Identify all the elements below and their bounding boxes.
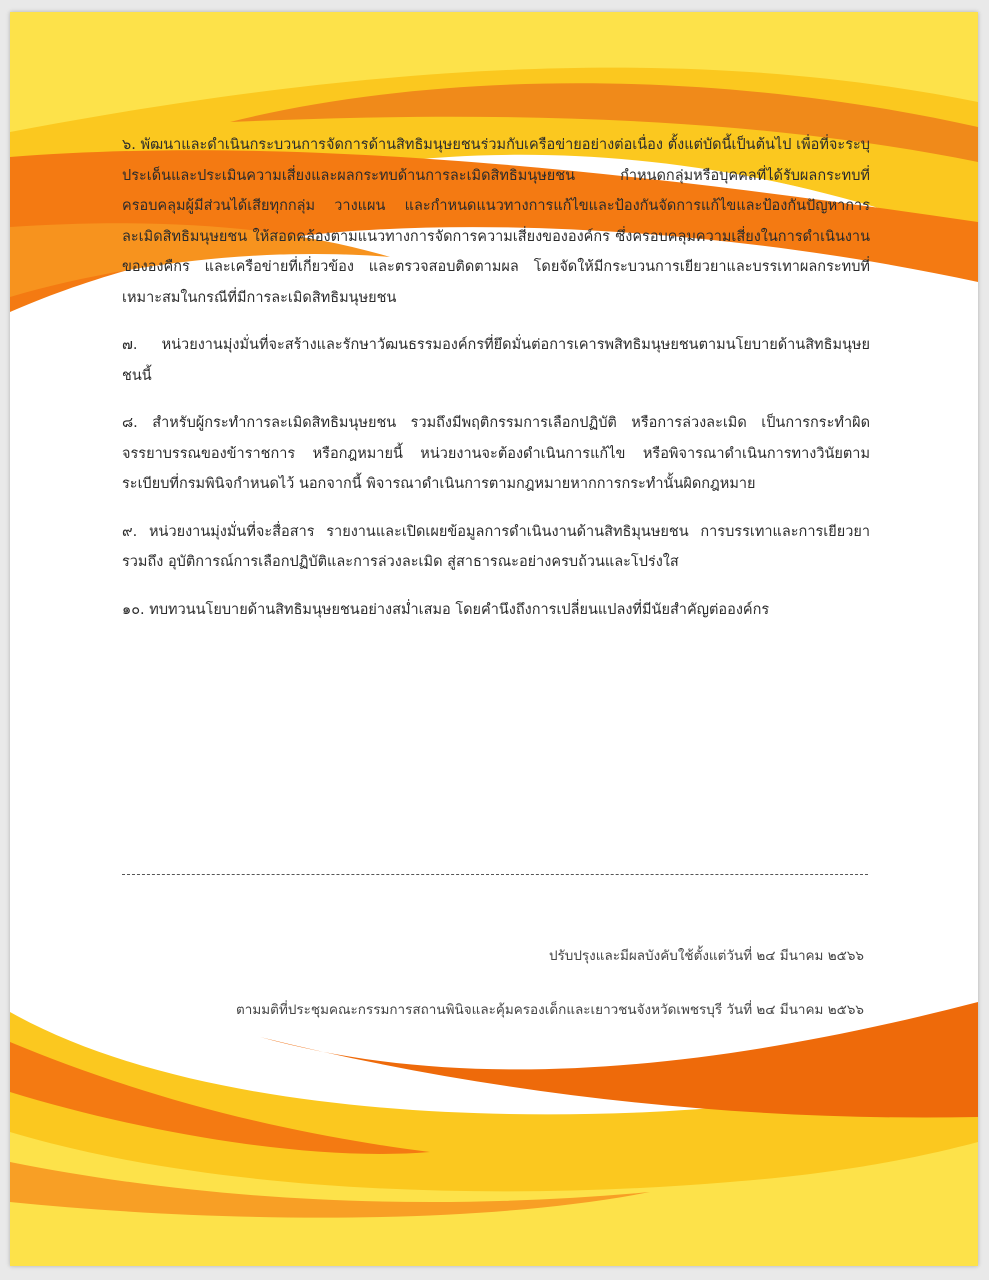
policy-item-10: ๑๐. ทบทวนนโยบายด้านสิทธิมนุษยชนอย่างสม่ำเสมอ โดยคำนึงถึงการเปลี่ยนแปลงที่มีนัยสำคัญต่อองค์กร	[122, 601, 770, 618]
policy-item-9: ๙. หน่วยงานมุ่งมั่นที่จะสื่อสาร รายงานและเปิดเผยข้อมูลการดำเนินงานด้านสิทธิมุนษยชน การบรรเทาและการเยียวยา รวมถึง อุบัติการณ์การเลือกปฏิบัติและการล่วงละเมิด สู่สาธารณะอย่างครบถ้วนและโปร่งใส	[122, 523, 870, 570]
effective-date-line: ปรับปรุงและมีผลบังคับใช้ตั้งแต่วันที่ ๒๔ มีนาคม ๒๕๖๖	[548, 948, 864, 964]
dashed-divider	[122, 874, 868, 875]
policy-item-7: ๗. หน่วยงานมุ่งมั่นที่จะสร้างและรักษาวัฒนธรรมองค์กรที่ยึดมั่นต่อการเคารพสิทธิมนุษยชนตามนโยบายด้านสิทธิมนุษยชนนี้	[122, 337, 870, 384]
policy-item-8: ๘. สำหรับผู้กระทำการละเมิดสิทธิมนุษยชน รวมถึงมีพฤติกรรมการเลือกปฏิบัติ หรือการล่วงละเมิด เป็นการกระทำผิดจรรยาบรรณของข้าราชการ หรือกฎหมายนี้ หน่วยงานจะต้องดำเนินการแก้ไข หรือพิจารณาดำเนินการทางวินัยตามระเบียบที่กรมพินิจกำหนดไว้ นอกจากนี้ พิจารณาดำเนินการตามกฎหมายหากการกระทำนั้นผิดกฎหมาย	[122, 415, 870, 492]
document-page	[10, 12, 978, 1266]
resolution-line: ตามมติที่ประชุมคณะกรรมการสถานพินิจและคุ้มครองเด็กและเยาวชนจังหวัดเพชรบุรี วันที่ ๒๔ มีนาคม ๒๕๖๖	[236, 1002, 864, 1018]
policy-item-6: ๖. พัฒนาและดำเนินกระบวนการจัดการด้านสิทธิมนุษยชนร่วมกับเครือข่ายอย่างต่อเนื่อง ตั้งแต่บัดนี้เป็นต้นไป เพื่อที่จะระบุประเด็นและประเมินความเสี่ยงและผลกระทบด้านการละเมิดสิทธิมนุษยชน กำหนดกลุ่มหรือบุคคลที่ได้รับผลกระทบที่ครอบคลุมผู้มีส่วนได้เสียทุกกลุ่ม วางแผน และกำหนดแนวทางการแก้ไขและป้องกันจัดการแก้ไขและป้องกันปัญหาการละเมิดสิทธิมนุษยชน ให้สอดคล้องตามแนวทางการจัดการความเสี่ยงขององค์กร ซึ่งครอบคลุมความเสี่ยงในการดำเนินงานขององคืกร และเครือข่ายที่เกี่ยวข้อง และตรวจสอบติดตามผล โดยจัดให้มีกระบวนการเยียวยาและบรรเทาผลกระทบที่เหมาะสมในกรณีที่มีการละเมิดสิทธิมนุษยชน	[122, 137, 870, 306]
policy-content	[122, 130, 870, 642]
